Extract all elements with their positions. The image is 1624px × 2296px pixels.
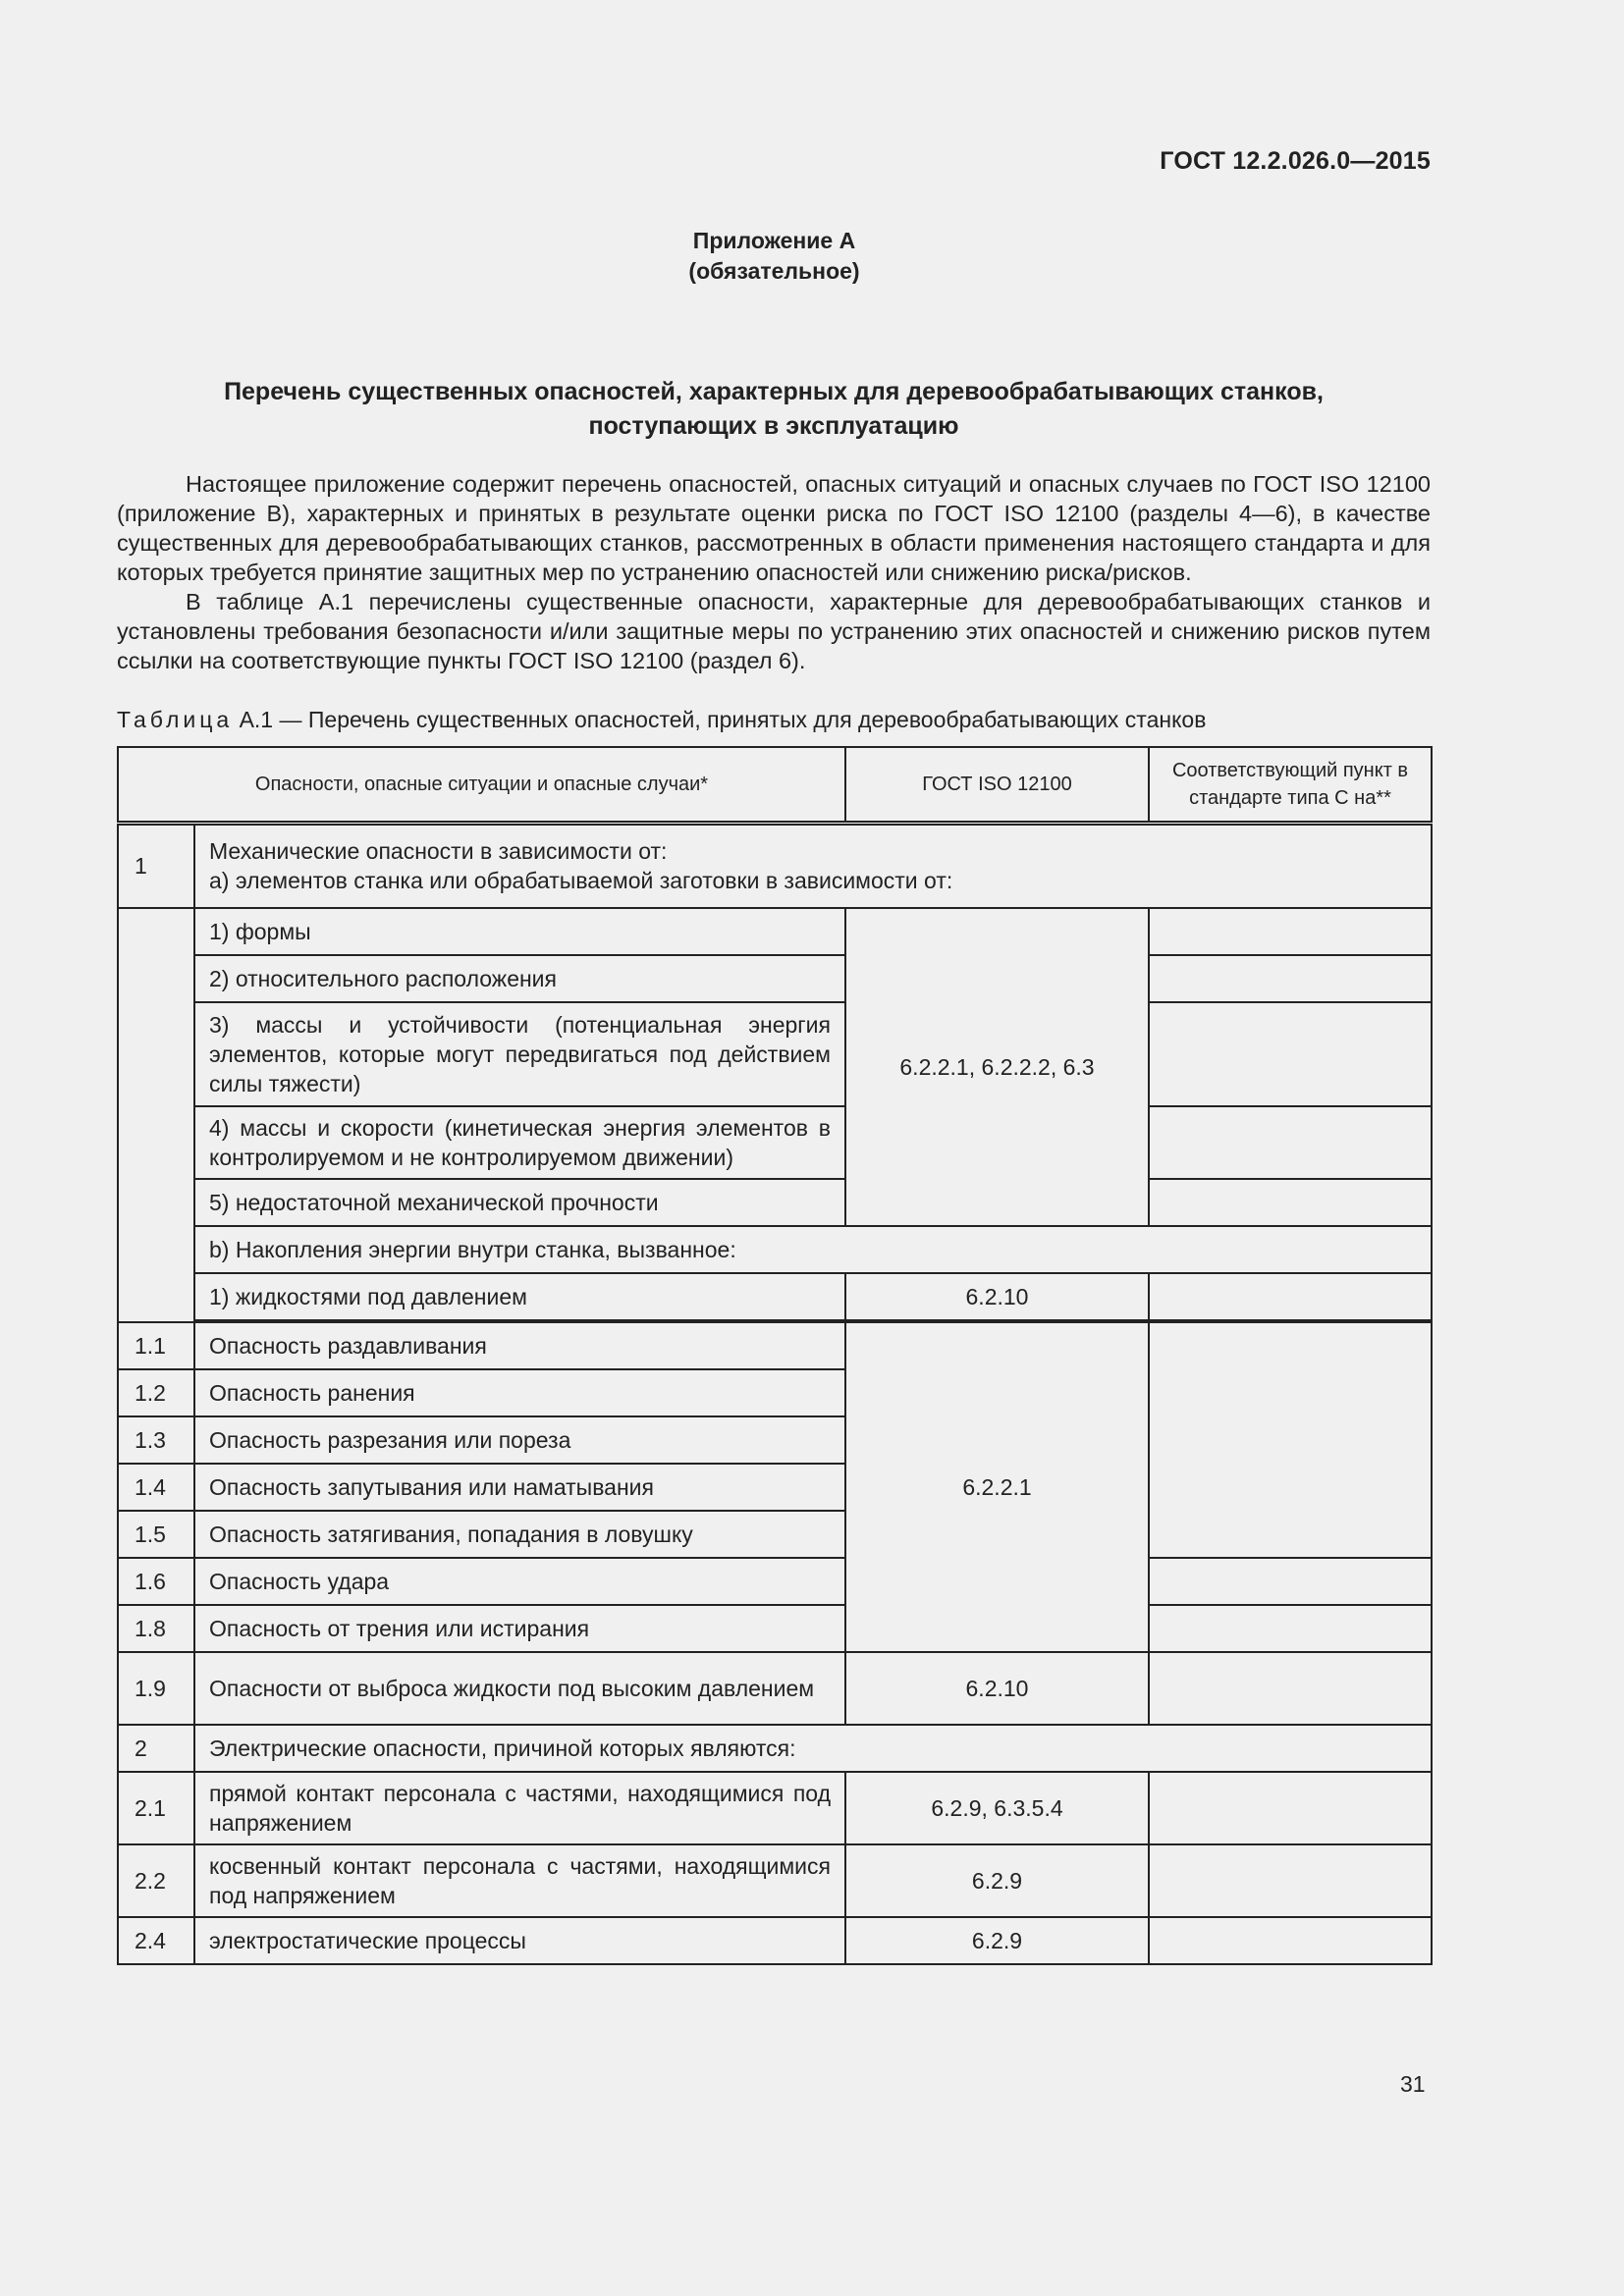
type-c-reference [1149,1772,1432,1844]
type-c-reference [1149,908,1432,955]
hazard-text: 3) массы и устойчивости (потенциальная энергия элементов, которые могут передвигаться под действием силы тяжести) [194,1002,845,1106]
iso-reference: 6.2.9, 6.3.5.4 [845,1772,1149,1844]
iso-reference: 6.2.9 [845,1917,1149,1964]
type-c-reference [1149,1179,1432,1226]
appendix-title: Приложение А [692,228,856,253]
row-number: 2.2 [118,1844,194,1917]
group-heading [194,824,1432,908]
header-type-c: Соответствующий пункт в стандарте типа С на** [1149,747,1432,824]
table-row [118,1558,1432,1605]
table-row [118,908,1432,955]
row-number: 2.1 [118,1772,194,1844]
row-number: 1 [118,824,194,908]
table-row [118,1322,1432,1369]
hazard-text: косвенный контакт персонала с частями, находящимися под напряжением [194,1844,845,1917]
type-c-reference [1149,1002,1432,1106]
intro-paragraph-2: В таблице А.1 перечислены существенные опасности, характерные для деревообрабатывающих станков и установлены требования безопасности и/или защитные меры по устранению этих опасностей и снижению рисков путем ссылки на соответствующие пункты ГОСТ ISO 12100 (раздел 6). [117,589,1431,673]
intro-text [117,469,1431,675]
type-c-reference [1149,1273,1432,1320]
page-number: 31 [1400,2071,1426,2097]
hazard-text: Опасность разрезания или пореза [194,1416,845,1464]
table-caption [117,705,1431,734]
hazard-text: Опасность ранения [194,1369,845,1416]
row-number: 1.8 [118,1605,194,1652]
row-number: 1.4 [118,1464,194,1511]
group-heading-line1: Механические опасности в зависимости от: [209,838,668,865]
row-number: 1.5 [118,1511,194,1558]
hazard-text: 1) жидкостями под давлением [194,1273,845,1320]
hazard-text: Опасность удара [194,1558,845,1605]
type-c-reference [1149,1322,1432,1558]
section-title-line2: поступающих в эксплуатацию [588,412,959,440]
hazard-text: Опасности от выброса жидкости под высоким давлением [194,1652,845,1725]
table-row [118,1772,1432,1844]
hazard-text: прямой контакт персонала с частями, находящимися под напряжением [194,1772,845,1844]
hazards-table [117,746,1433,1965]
type-c-reference [1149,1605,1432,1652]
table-row [118,1226,1432,1273]
hazard-text: Опасность запутывания или наматывания [194,1464,845,1511]
row-number: 2 [118,1725,194,1772]
table-row [118,955,1432,1002]
hazard-text: Опасность раздавливания [194,1322,845,1369]
table-row [118,1002,1432,1106]
type-c-reference [1149,955,1432,1002]
table-caption-label: Таблица [117,707,234,732]
table-row [118,1605,1432,1652]
section-title [117,375,1431,444]
hazard-text: Опасность от трения или истирания [194,1605,845,1652]
type-c-reference [1149,1917,1432,1964]
row-number: 1.3 [118,1416,194,1464]
iso-reference: 6.2.9 [845,1844,1149,1917]
hazard-text: 2) относительного расположения [194,955,845,1002]
iso-reference: 6.2.10 [845,1652,1149,1725]
row-number: 1.2 [118,1369,194,1416]
type-c-reference [1149,1844,1432,1917]
table-row [118,1273,1432,1320]
row-number: 1.9 [118,1652,194,1725]
table-caption-text: А.1 — Перечень существенных опасностей, принятых для деревообрабатывающих станков [233,707,1207,732]
appendix-heading [0,226,1548,287]
header-hazards: Опасности, опасные ситуации и опасные случаи* [118,747,845,824]
table-row [118,1844,1432,1917]
table-row [118,1179,1432,1226]
iso-reference: 6.2.2.1, 6.2.2.2, 6.3 [845,908,1149,1226]
table-row-group-2 [118,1725,1432,1772]
appendix-status: (обязательное) [688,258,860,284]
table-row [118,1106,1432,1179]
intro-paragraph-1: Настоящее приложение содержит перечень опасностей, опасных ситуаций и опасных случаев по ГОСТ ISO 12100 (приложение В), характерных и принятых в результате оценки риска по ГОСТ ISO 12100 (разделы 4—6), в качестве существенных для деревообрабатывающих станков, рассмотренных в области применения настоящего стандарта и для которых требуется принятие защитных мер по устранению опасностей или снижению риска/рисков. [117,471,1431,585]
table-row [118,1652,1432,1725]
group-heading-line2: а) элементов станка или обрабатываемой заготовки в зависимости от: [209,868,953,894]
section-title-line1: Перечень существенных опасностей, характерных для деревообрабатывающих станков, [224,378,1324,405]
table-row-group-1 [118,824,1432,908]
subgroup-heading: b) Накопления энергии внутри станка, вызванное: [194,1226,1432,1273]
document-id: ГОСТ 12.2.026.0—2015 [1160,147,1431,175]
table-row [118,1917,1432,1964]
group-heading: Электрические опасности, причиной которых являются: [194,1725,1432,1772]
iso-reference: 6.2.2.1 [845,1322,1149,1652]
iso-reference: 6.2.10 [845,1273,1149,1320]
row-number: 1.6 [118,1558,194,1605]
hazard-text: 5) недостаточной механической прочности [194,1179,845,1226]
hazard-text: электростатические процессы [194,1917,845,1964]
row-number-empty [118,908,194,1322]
type-c-reference [1149,1558,1432,1605]
row-number: 2.4 [118,1917,194,1964]
type-c-reference [1149,1652,1432,1725]
table-header-row [118,747,1432,824]
row-number: 1.1 [118,1322,194,1369]
header-iso: ГОСТ ISO 12100 [845,747,1149,824]
type-c-reference [1149,1106,1432,1179]
hazard-text: 4) массы и скорости (кинетическая энергия элементов в контролируемом и не контролируемом движении) [194,1106,845,1179]
hazard-text: 1) формы [194,908,845,955]
hazard-text: Опасность затягивания, попадания в ловушку [194,1511,845,1558]
